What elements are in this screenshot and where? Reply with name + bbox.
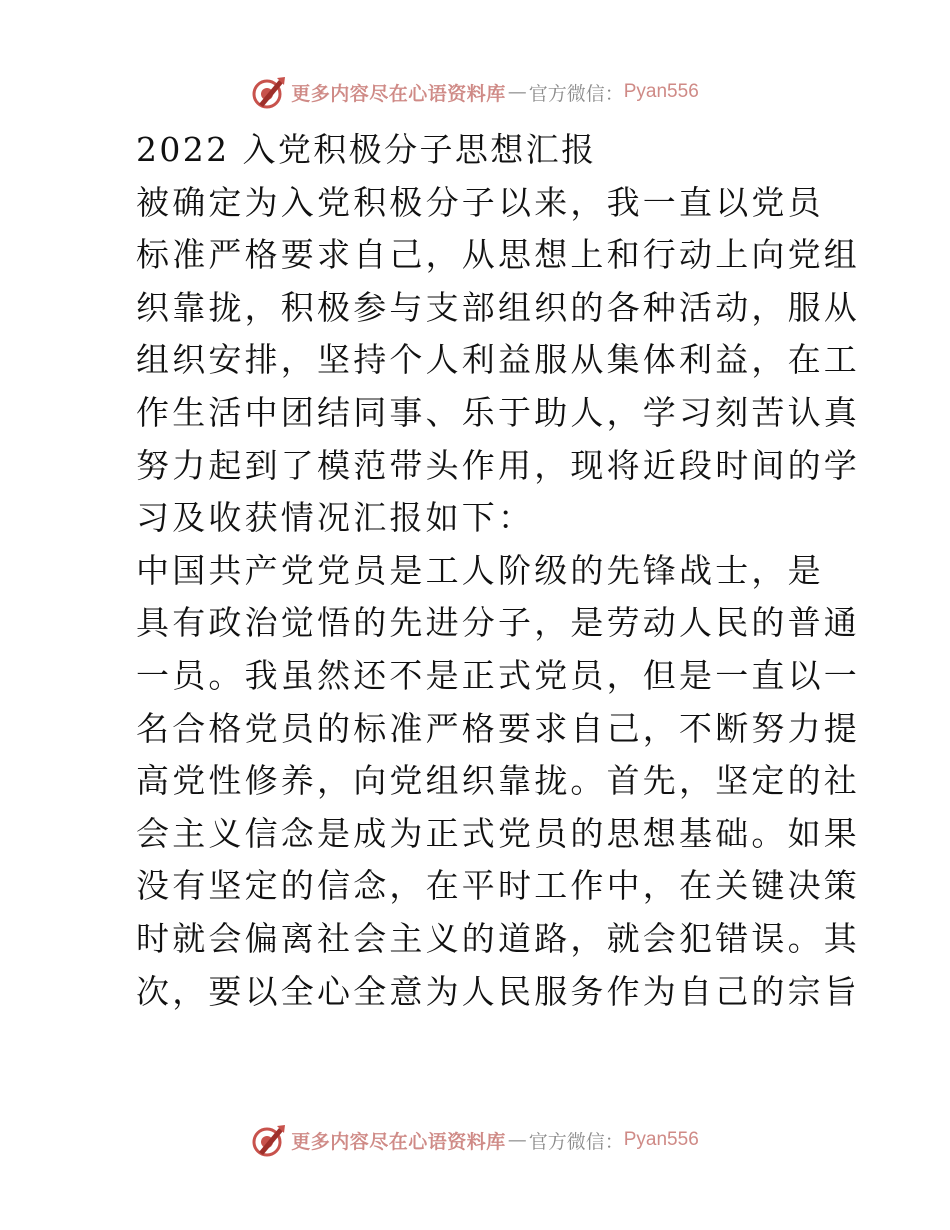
logo-icon bbox=[251, 74, 287, 110]
paragraph-line: 组织安排，坚持个人利益服从集体利益，在工 bbox=[136, 340, 860, 380]
paragraph-line: 作生活中团结同事、乐于助人，学习刻苦认真 bbox=[136, 392, 860, 432]
banner-sub-text: 官方微信： bbox=[528, 82, 624, 105]
paragraph-line: 具有政治觉悟的先进分子，是劳动人民的普通 bbox=[136, 603, 860, 643]
banner-dash: — bbox=[507, 81, 527, 103]
paragraph-line: 中国共产党党员是工人阶级的先锋战士，是 bbox=[136, 550, 824, 590]
banner-main-text: 更多内容尽在心语资料库 bbox=[291, 1130, 506, 1153]
banner-wechat-id: Pyan556 bbox=[623, 1129, 699, 1150]
paragraph-line: 习及收获情况汇报如下： bbox=[136, 498, 535, 538]
paragraph-line: 名合格党员的标准严格要求自己，不断努力提 bbox=[136, 708, 860, 748]
banner-main-text: 更多内容尽在心语资料库 bbox=[291, 82, 506, 105]
paragraph-line: 标准严格要求自己，从思想上和行动上向党组 bbox=[136, 235, 860, 275]
header-banner bbox=[0, 72, 950, 112]
banner-dash: — bbox=[507, 1129, 527, 1151]
paragraph-line: 会主义信念是成为正式党员的思想基础。如果 bbox=[136, 813, 860, 853]
logo-icon bbox=[251, 1122, 287, 1158]
paragraph-line: 没有坚定的信念，在平时工作中，在关键决策 bbox=[136, 866, 860, 906]
document-title: 2022 入党积极分子思想汇报 bbox=[136, 130, 597, 169]
paragraph-line: 高党性修养，向党组织靠拢。首先，坚定的社 bbox=[136, 761, 860, 801]
paragraph-line: 努力起到了模范带头作用，现将近段时间的学 bbox=[136, 445, 860, 485]
banner-sub-text: 官方微信： bbox=[528, 1130, 624, 1153]
banner-wechat-id: Pyan556 bbox=[623, 81, 699, 102]
document-body bbox=[136, 124, 860, 1018]
paragraph-line: 次，要以全心全意为人民服务作为自己的宗旨 bbox=[136, 971, 860, 1011]
footer-banner bbox=[0, 1120, 950, 1160]
paragraph-line: 被确定为入党积极分子以来，我一直以党员 bbox=[136, 182, 824, 222]
paragraph-line: 织靠拢，积极参与支部组织的各种活动，服从 bbox=[136, 287, 860, 327]
paragraph-line: 一员。我虽然还不是正式党员，但是一直以一 bbox=[136, 655, 860, 695]
paragraph-line: 时就会偏离社会主义的道路，就会犯错误。其 bbox=[136, 918, 860, 958]
